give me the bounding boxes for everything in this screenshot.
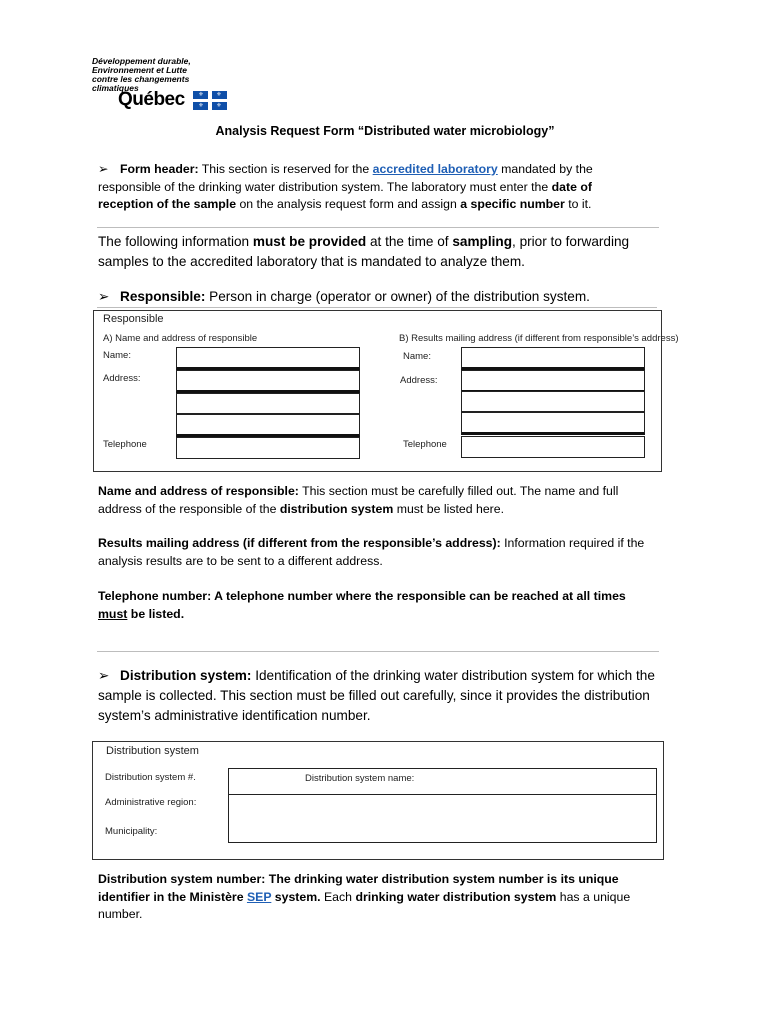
form-header-label: Form header: <box>120 162 199 176</box>
address-input-b-2[interactable] <box>461 391 645 412</box>
bold-text: date of reception of the sample <box>98 179 592 211</box>
bold-text: Results mailing address (if different from the responsible’s address): <box>98 536 501 550</box>
sampling-info-paragraph <box>98 232 658 272</box>
text: at the time of <box>366 234 453 249</box>
ministry-line: contre les changements <box>92 74 190 84</box>
text: Person in charge (operator or owner) of the distribution system. <box>205 289 590 304</box>
text: must be listed here. <box>393 501 505 516</box>
arrow-bullet-icon: ➢ <box>98 289 110 304</box>
bold-text: Responsible: <box>120 289 206 304</box>
bold-text: Telephone number: A telephone number where the responsible can be reached at all times <box>98 589 626 603</box>
bold-text: distribution system <box>279 501 394 516</box>
arrow-bullet-icon: ➢ <box>98 162 109 176</box>
quebec-wordmark: Québec <box>118 89 185 110</box>
bold-text: system. <box>271 889 321 904</box>
text: has a unique number. <box>98 889 631 921</box>
bold-text: a specific number <box>460 197 565 211</box>
telephone-label-b: Telephone <box>403 439 447 450</box>
divider <box>97 227 659 228</box>
text: Identification of the drinking water distribution system for which the sample is collected. This section must be filled out carefully, since it provides the distribution system’s administrative identification number. <box>98 668 655 723</box>
distribution-system-name-input[interactable] <box>228 768 657 843</box>
ministry-name <box>92 57 232 93</box>
distribution-system-paragraph <box>98 666 658 726</box>
name-input-b[interactable] <box>461 347 645 370</box>
administrative-region-label: Administrative region: <box>105 797 197 808</box>
text: This section must be carefully filled out. The name and full address of the responsible of the <box>98 484 619 516</box>
note-results-mailing <box>98 535 658 570</box>
distribution-number-label: Distribution system #. <box>105 772 196 783</box>
divider <box>97 651 659 652</box>
responsible-heading <box>98 287 658 307</box>
bold-text: drinking water distribution system <box>355 889 557 904</box>
bold-text: be listed. <box>127 606 185 621</box>
ministry-line: climatiques <box>92 83 139 93</box>
telephone-input[interactable] <box>176 437 360 459</box>
bold-text: Distribution system number: The drinking water distribution system number is its unique identifier in the Ministère <box>98 872 619 904</box>
distribution-legend: Distribution system <box>106 745 199 757</box>
col-b-title: B) Results mailing address (if different from responsible’s address) <box>399 333 679 344</box>
divider <box>228 794 656 795</box>
accredited-laboratory-link[interactable]: accredited laboratory <box>372 162 498 176</box>
quebec-flag-icon: ⚜ ⚜ ⚜ ⚜ <box>193 91 227 110</box>
responsible-legend: Responsible <box>103 313 164 325</box>
page-title: Analysis Request Form “Distributed water microbiology” <box>215 124 555 138</box>
col-a-title: A) Name and address of responsible <box>103 333 258 344</box>
text: to it. <box>564 197 592 211</box>
text: Information required if the analysis results are to be sent to a different address. <box>98 536 645 568</box>
address-label: Address: <box>103 373 141 384</box>
bold-text: Name and address of responsible: <box>98 484 299 498</box>
text: on the analysis request form and assign <box>236 197 461 211</box>
address-input-b-1[interactable] <box>461 370 645 393</box>
bold-text: must <box>98 606 128 621</box>
name-label: Name: <box>103 350 131 361</box>
bold-text: sampling <box>452 234 513 249</box>
sep-link[interactable]: SEP <box>246 889 272 904</box>
telephone-label: Telephone <box>103 439 147 450</box>
text: , prior to forwarding samples to the accredited laboratory that is mandated to analyze them. <box>98 234 630 269</box>
address-input-1[interactable] <box>176 370 360 393</box>
bold-text: Distribution system: <box>120 668 252 683</box>
ministry-line: Environnement et Lutte <box>92 65 187 75</box>
form-header-paragraph <box>98 161 638 214</box>
note-telephone <box>98 588 658 623</box>
address-label-b: Address: <box>400 375 438 386</box>
distribution-number-note <box>98 871 638 924</box>
address-input-2[interactable] <box>176 393 360 414</box>
address-input-3[interactable] <box>176 414 360 437</box>
distribution-name-label: Distribution system name: <box>305 773 415 784</box>
text: The following information <box>98 234 253 249</box>
municipality-label: Municipality: <box>105 826 158 837</box>
text: This section is reserved for the <box>198 162 373 176</box>
text: mandated by the responsible of the drinking water distribution system. The laboratory must enter the <box>98 162 593 194</box>
note-name-address <box>98 483 638 518</box>
telephone-input-b[interactable] <box>461 436 645 458</box>
name-input[interactable] <box>176 347 360 370</box>
text: Each <box>320 889 356 904</box>
bold-text: must be provided <box>252 234 367 249</box>
divider <box>97 307 657 308</box>
arrow-bullet-icon: ➢ <box>98 668 110 683</box>
ministry-line: Développement durable, <box>92 56 191 66</box>
address-input-b-3[interactable] <box>461 412 645 435</box>
name-label-b: Name: <box>403 351 431 362</box>
